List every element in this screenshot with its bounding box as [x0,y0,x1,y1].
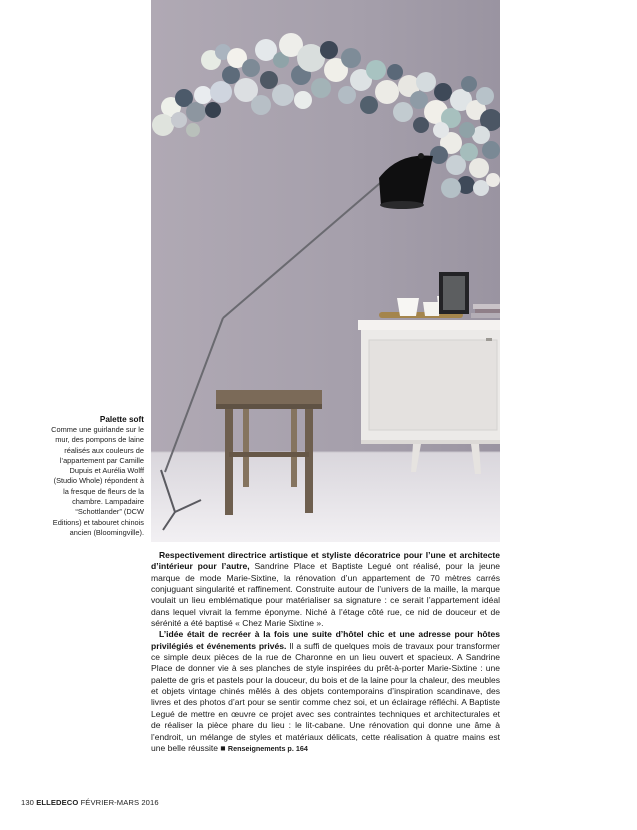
interior-photo [151,0,500,542]
paragraph-1-lead: Respectivement directrice artistique et styliste décoratrice pour l’une et architecte d’intérieur pour l’autre, [151,550,500,572]
caption-line: Editions) et tabouret chinois [52,517,144,527]
caption-line: Comme une guirlande sur le [51,425,144,434]
paragraph-2-text: Il a suffi de quelques mois de travaux pour transformer ce simple deux pièces de la rue de Charonne en un lieu ouvert et spacieux. A Sandrine Place de donner vie à ses planches de style inspirées du prêt-à-porter Marie-Sixtine : une palette de gris et pastels pour la douceur, du bois et de la laine pour la chaleur, des meubles et objets vintage chinés mêlés à des objets contemporains d’inspiration scandinave, des livres et des photos d’art pour se sentir comme chez soi, et un éclairage réfléchi. A Baptiste Legué de mettre en œuvre ce projet avec ses contraintes techniques et architecturales et de réaliser la pièce phare du lieu : le lit-cabane. Une rénovation qui donne une âme à l’endroit, un mélange de styles et matériaux délicats, cette réalisation à quatre mains est une belle réussite [151,640,500,753]
paragraph-2-lead: L’idée était de recréer à la fois une suite d’hôtel chic et une adresse pour hôtes privilégiés et événements privés. [151,629,500,651]
caption-line: réalisés aux couleurs de [64,445,144,455]
caption-line: l’appartement par Camille [59,455,144,465]
caption-line: mur, des pompons de laine [55,435,144,445]
paragraph-1 [151,550,500,629]
caption-line: Dupuis et Aurélia Wolff [69,466,144,476]
caption-title: Palette soft [99,415,144,424]
caption-line: chambre. Lampadaire [72,497,144,507]
paragraph-1-text: Sandrine Place et Baptiste Legué ont réalisé, pour la jeune marque de mode Marie-Sixtine, la rénovation d’un appartement de 70 mètres carrés conjuguant singularité et raffinement. Construite autour de l’univers de la maille, la marque voulait un lieu emblématique pour matérialiser sa signature : ce serait l’appartement idéal dans lequel vivrait la femme éponyme. Niché à l’étage côté rue, ce nid de douceur et de sérénité a été baptisé « Chez Marie Sixtine ». [151,561,500,629]
caption-line: la fresque de fleurs de la [63,486,144,496]
paragraph-2 [151,629,500,754]
end-mark-icon: ■ [218,742,228,753]
reference-note: Renseignements p. 164 [227,743,308,753]
floor [151,452,500,542]
article-body [151,550,500,754]
page-number: 130 [21,798,34,807]
caption-line: ancien (Bloomingville). [69,527,144,537]
magazine-name: ELLEDECO [36,798,79,807]
photo-caption [20,414,144,538]
page-folio [21,798,159,807]
caption-line: (Studio Whole) répondent à [53,476,144,486]
caption-line: “Schottlander” (DCW [75,507,144,517]
issue-date: FÉVRIER-MARS 2016 [78,798,159,807]
